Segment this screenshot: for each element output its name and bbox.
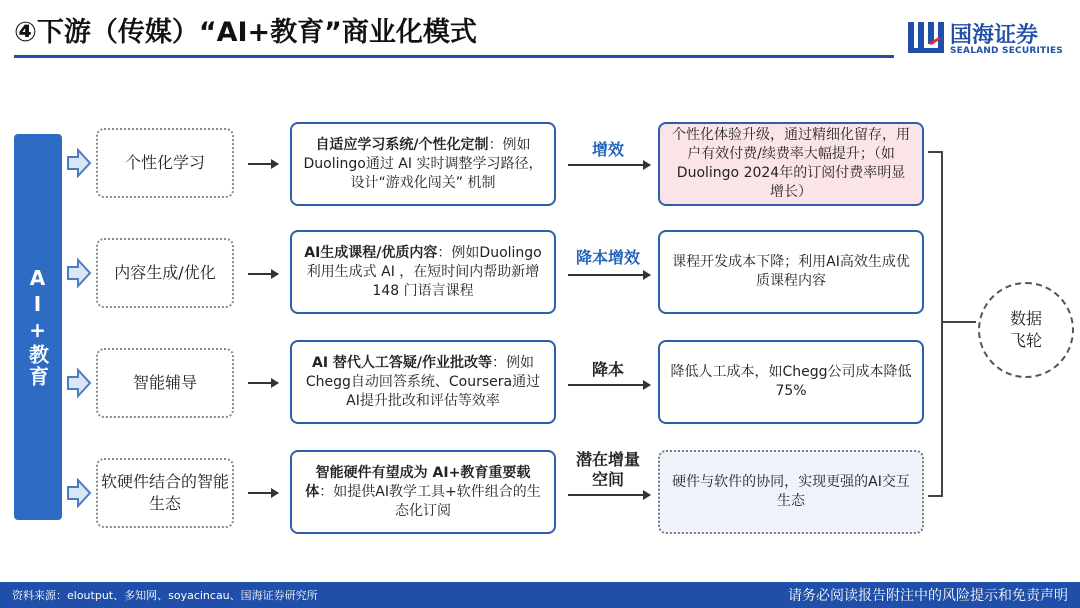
disclaimer-note: 请务必阅读报告附注中的风险提示和免责声明 bbox=[788, 588, 1068, 604]
arrow-right-icon bbox=[568, 164, 650, 166]
method-box bbox=[290, 340, 556, 424]
arrow-right-icon bbox=[248, 382, 278, 384]
stage-label: 软硬件结合的智能生态 bbox=[100, 472, 229, 513]
method-title: 自适应学习系统/个性化定制 bbox=[315, 136, 489, 153]
flywheel-label: 数据飞轮 bbox=[1009, 309, 1042, 350]
ai-education-label: AI+教育 bbox=[25, 266, 50, 388]
page-title: ④下游（传媒）“AI+教育”商业化模式 bbox=[14, 17, 477, 48]
stage-box bbox=[96, 128, 234, 198]
logo-english-text: SEALAND SECURITIES bbox=[950, 46, 1063, 56]
footer-bar bbox=[0, 582, 1080, 608]
arrow-right-icon bbox=[248, 163, 278, 165]
result-text: 课程开发成本下降；利用AI高效生成优质课程内容 bbox=[672, 254, 910, 289]
method-box bbox=[290, 122, 556, 206]
stage-box bbox=[96, 238, 234, 308]
chevron-right-icon bbox=[66, 478, 92, 508]
stage-box bbox=[96, 348, 234, 418]
company-logo bbox=[906, 16, 1066, 62]
stage-box bbox=[96, 458, 234, 528]
method-text: ：例如Duolingo通过 AI 实时调整学习路径，设计“游戏化闯关” 机制 bbox=[303, 136, 543, 191]
arrow-right-icon bbox=[568, 494, 650, 496]
title-divider bbox=[14, 55, 894, 58]
effect-label: 降本增效 bbox=[575, 248, 640, 267]
arrow-right-icon bbox=[568, 384, 650, 386]
arrow-right-icon bbox=[568, 274, 650, 276]
method-title: AI生成课程/优质内容 bbox=[304, 244, 438, 261]
method-text: ：例如Duolingo 利用生成式 AI ，在短时间内帮助新增 148 门语言课程 bbox=[306, 244, 542, 299]
ai-education-bar bbox=[14, 134, 62, 520]
result-box bbox=[658, 450, 924, 534]
result-text: 降低人工成本，如Chegg公司成本降低75% bbox=[670, 364, 912, 399]
method-text: ：例如Chegg自动回答系统、Coursera通过AI提升批改和评估等效率 bbox=[305, 354, 541, 409]
arrow-right-icon bbox=[248, 273, 278, 275]
effect-label: 增效 bbox=[591, 140, 624, 159]
result-box bbox=[658, 230, 924, 314]
chevron-right-icon bbox=[66, 258, 92, 288]
result-text: 个性化体验升级，通过精细化留存，用户有效付费/续费率大幅提升；（如Duolingo 2024年的订阅付费率明显增长） bbox=[672, 127, 910, 200]
logo-chinese-text: 国海证券 bbox=[950, 23, 1039, 48]
source-note: 资料来源：eloutput、多知网、soyacincau、国海证券研究所 bbox=[12, 589, 318, 602]
effect-label: 降本 bbox=[591, 360, 624, 379]
method-text: ：如提供AI教学工具+软件组合的生态化订阅 bbox=[319, 483, 541, 519]
chevron-right-icon bbox=[66, 368, 92, 398]
stage-label: 智能辅导 bbox=[132, 373, 197, 392]
arrow-right-icon bbox=[248, 492, 278, 494]
stage-label: 内容生成/优化 bbox=[114, 263, 216, 282]
method-title: AI 替代人工答疑/作业批改等 bbox=[311, 354, 493, 371]
result-text: 硬件与软件的协同，实现更强的AI交互生态 bbox=[672, 474, 910, 509]
effect-label: 潜在增量空间 bbox=[575, 450, 640, 489]
right-brace-connector bbox=[928, 150, 978, 498]
result-box bbox=[658, 122, 924, 206]
chevron-right-icon bbox=[66, 148, 92, 178]
method-box bbox=[290, 230, 556, 314]
stage-label: 个性化学习 bbox=[124, 153, 205, 172]
method-title: 智能硬件有望成为 AI+教育重要载体 bbox=[305, 464, 531, 500]
result-box bbox=[658, 340, 924, 424]
method-box bbox=[290, 450, 556, 534]
data-flywheel-circle bbox=[978, 282, 1074, 378]
logo-mark-icon bbox=[906, 18, 946, 56]
